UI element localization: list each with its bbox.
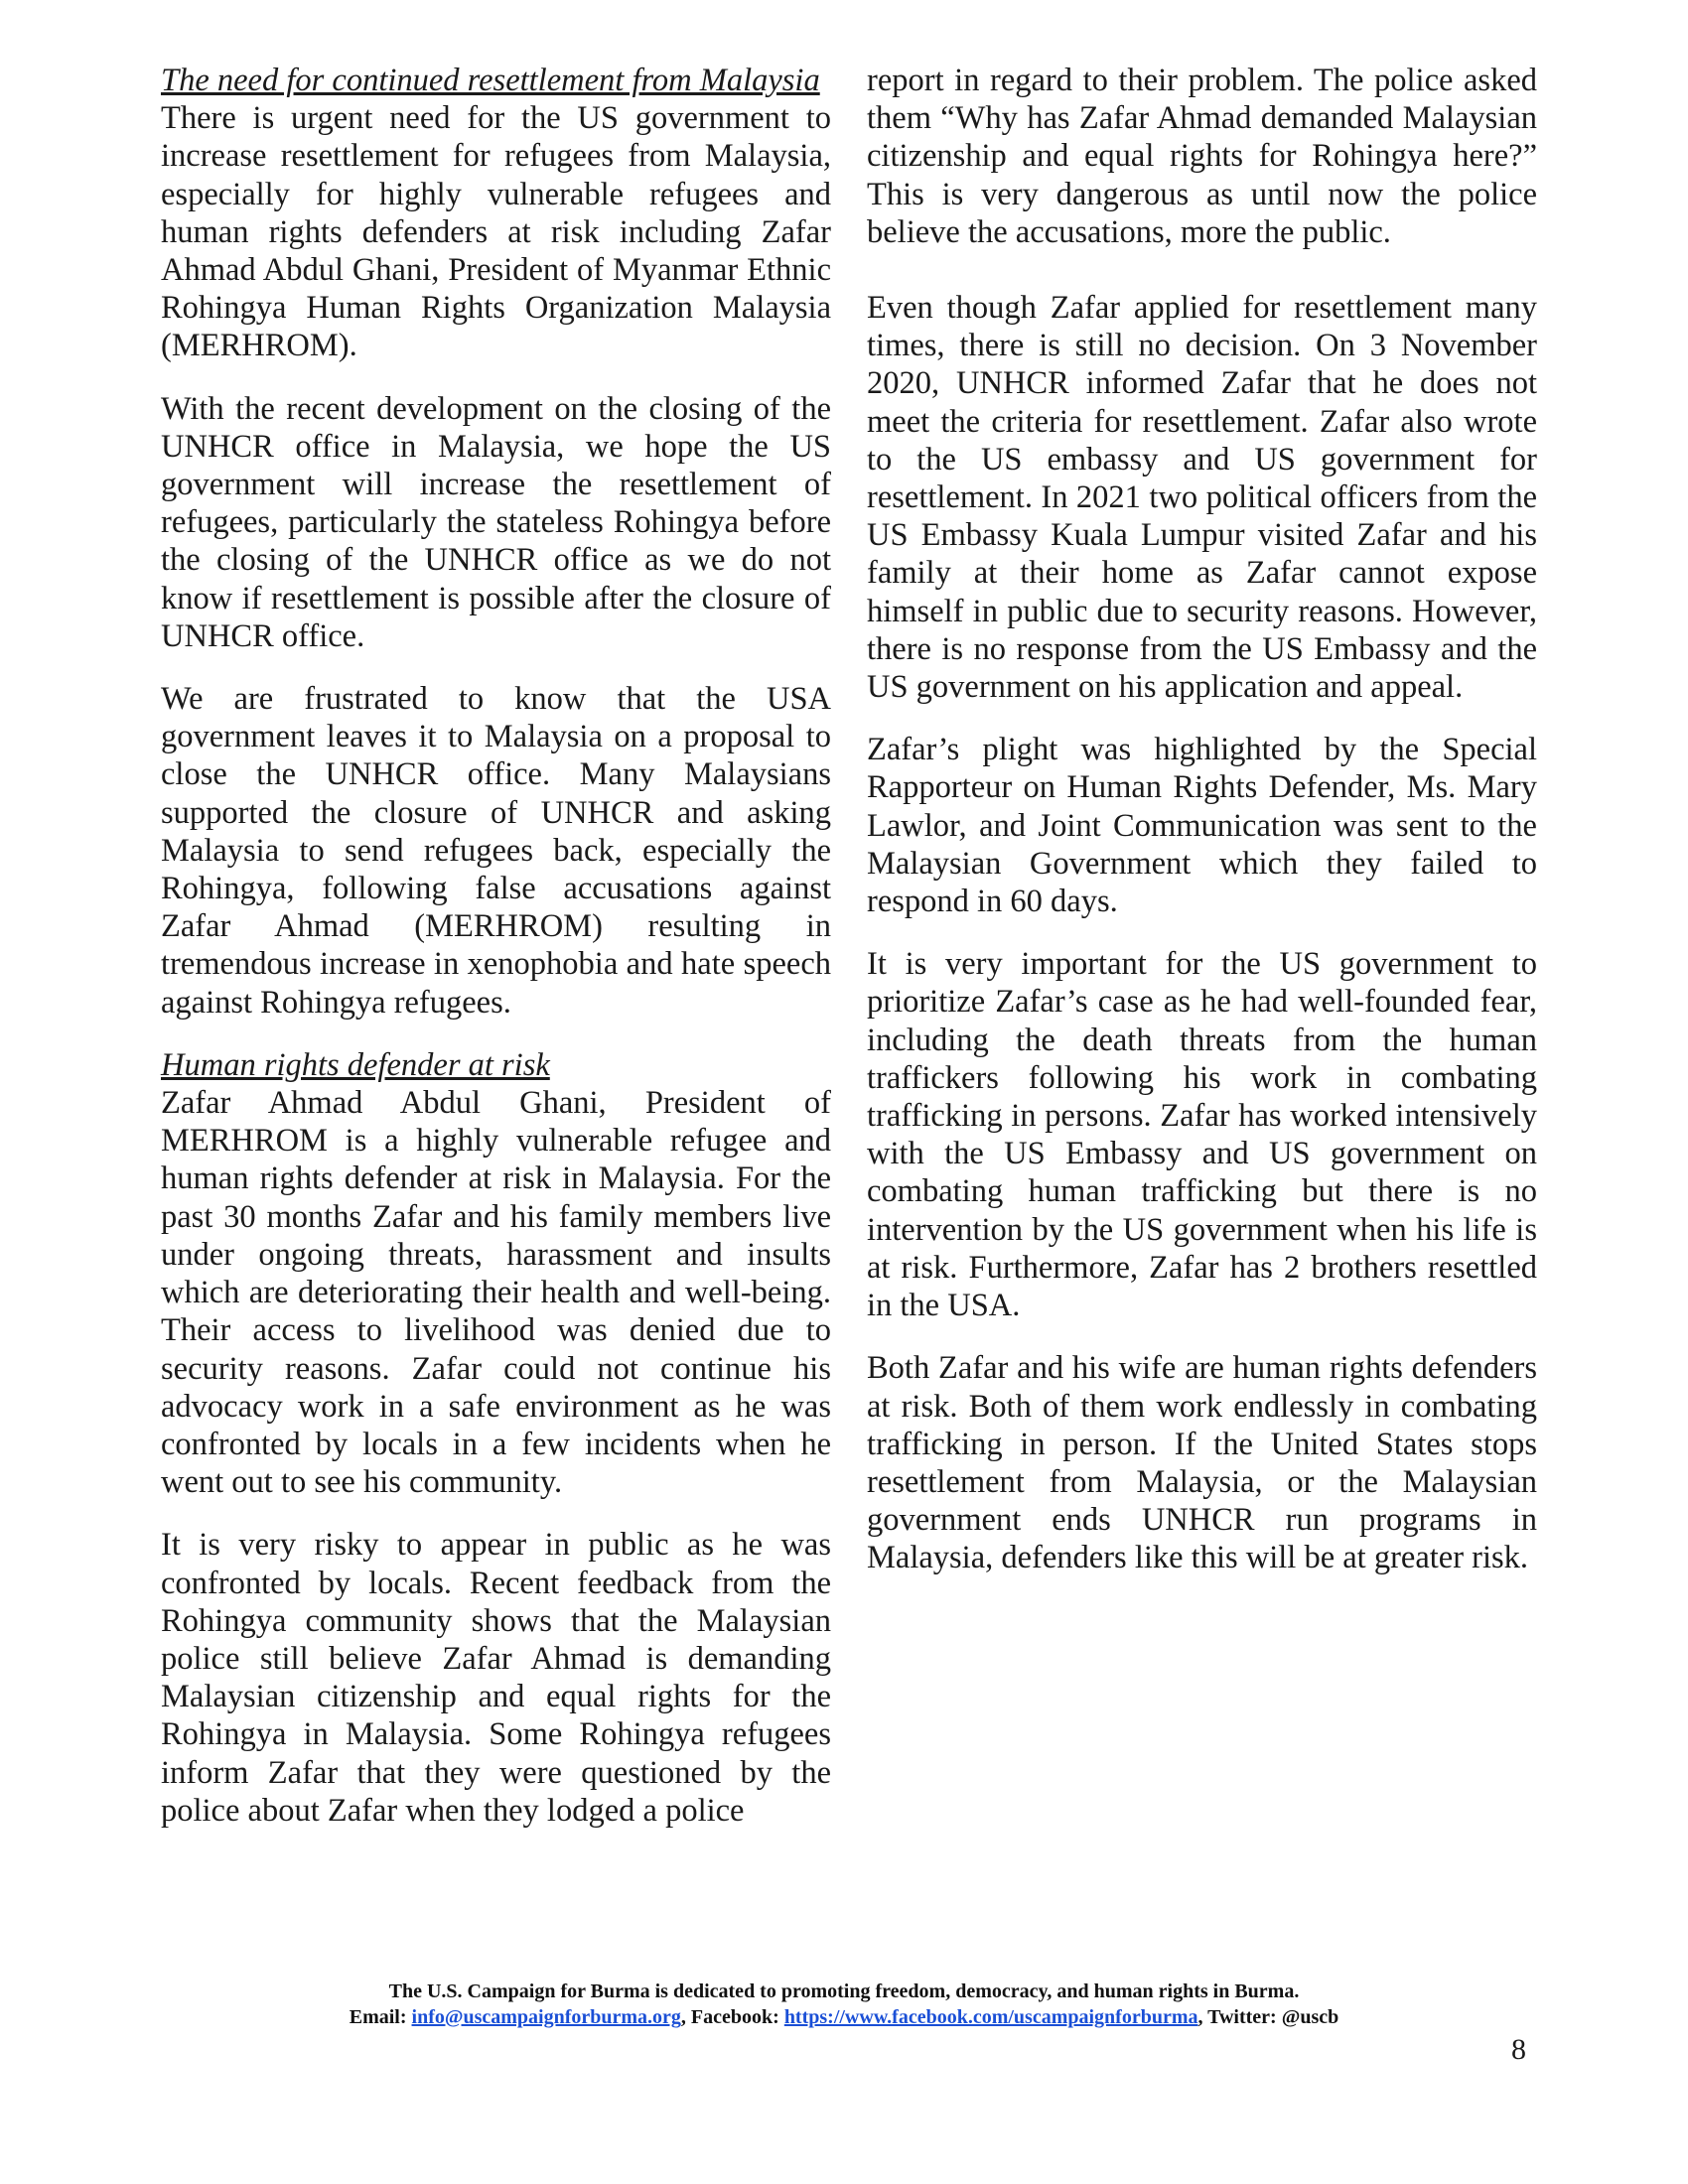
footer-twitter: , Twitter: @uscb: [1197, 2006, 1339, 2028]
paragraph: With the recent development on the closing of the UNHCR office in Malaysia, we hope the US government will increase the resettlement of refugees, particularly the stateless Rohingya before the closing of the UNHCR office as we do not know if resettlement is possible after the closure of UNHCR office.: [161, 390, 831, 654]
paragraph: It is very risky to appear in public as he was confronted by locals. Recent feedback from the Rohingya community shows that the Malaysian police still believe Zafar Ahmad is demanding Malaysian citizenship and equal rights for the Rohingya in Malaysia. Some Rohingya refugees inform Zafar that they were questioned by the police about Zafar when they lodged a police: [161, 1527, 831, 1829]
left-column: [161, 62, 831, 1830]
footer-contact: [0, 2004, 1688, 2030]
footer-facebook-label: , Facebook:: [680, 2006, 784, 2028]
right-column: [867, 62, 1537, 1602]
page-number: 8: [1511, 2033, 1526, 2066]
paragraph: report in regard to their problem. The police asked them “Why has Zafar Ahmad demanded Malaysian citizenship and equal rights for Rohingya here?” This is very dangerous as until now the police believe the accusations, more the public.: [867, 63, 1537, 250]
paragraph: There is urgent need for the US government to increase resettlement for refugees from Malaysia, especially for highly vulnerable refugees and human rights defenders at risk including Zafar Ahmad Abdul Ghani, President of Myanmar Ethnic Rohingya Human Rights Organization Malaysia (MERHROM).: [161, 100, 831, 364]
footer-mission: The U.S. Campaign for Burma is dedicated to promoting freedom, democracy, and human rights in Burma.: [388, 1980, 1300, 2002]
footer-email-link[interactable]: info@uscampaignforburma.org: [411, 2006, 681, 2028]
paragraph: Zafar Ahmad Abdul Ghani, President of MERHROM is a highly vulnerable refugee and human rights defender at risk in Malaysia. For the past 30 months Zafar and his family members live under ongoing threats, harassment and insults which are deteriorating their health and well-being. Their access to livelihood was denied due to security reasons. Zafar could not continue his advocacy work in a safe environment as he was confronted by locals in a few incidents when he went out to see his community.: [161, 1085, 831, 1501]
paragraph: It is very important for the US government to prioritize Zafar’s case as he had well-founded fear, including the death threats from the human traffickers following his work in combating trafficking in persons. Zafar has worked intensively with the US Embassy and US government on combating human trafficking but there is no intervention by the US government when his life is at risk. Furthermore, Zafar has 2 brothers resettled in the USA.: [867, 946, 1537, 1324]
section-heading-resettlement: The need for continued resettlement from Malaysia: [161, 63, 820, 98]
footer-facebook-link[interactable]: https://www.facebook.com/uscampaignforburma: [783, 2006, 1198, 2028]
paragraph: We are frustrated to know that the USA government leaves it to Malaysia on a proposal to close the UNHCR office. Many Malaysians supported the closure of UNHCR and asking Malaysia to send refugees back, especially the Rohingya, following false accusations against Zafar Ahmad (MERHROM) resulting in tremendous increase in xenophobia and hate speech against Rohingya refugees.: [161, 681, 831, 1021]
paragraph: Both Zafar and his wife are human rights defenders at risk. Both of them work endlessly in combating trafficking in person. If the United States stops resettlement from Malaysia, or the Malaysian government ends UNHCR run programs in Malaysia, defenders like this will be at greater risk.: [867, 1350, 1537, 1576]
section-heading-defender: Human rights defender at risk: [161, 1046, 550, 1083]
paragraph: Even though Zafar applied for resettlement many times, there is still no decision. On 3 November 2020, UNHCR informed Zafar that he does not meet the criteria for resettlement. Zafar also wrote to the US embassy and US government for resettlement. In 2021 two political officers from the US Embassy Kuala Lumpur visited Zafar and his family at their home as Zafar cannot expose himself in public due to security reasons. However, there is no response from the US Embassy and the US government on his application and appeal.: [867, 290, 1537, 706]
footer-email-label: Email:: [349, 2006, 412, 2028]
page-footer: [0, 1979, 1688, 2030]
paragraph: Zafar’s plight was highlighted by the Special Rapporteur on Human Rights Defender, Ms. Mary Lawlor, and Joint Communication was sent to the Malaysian Government which they failed to respond in 60 days.: [867, 732, 1537, 920]
